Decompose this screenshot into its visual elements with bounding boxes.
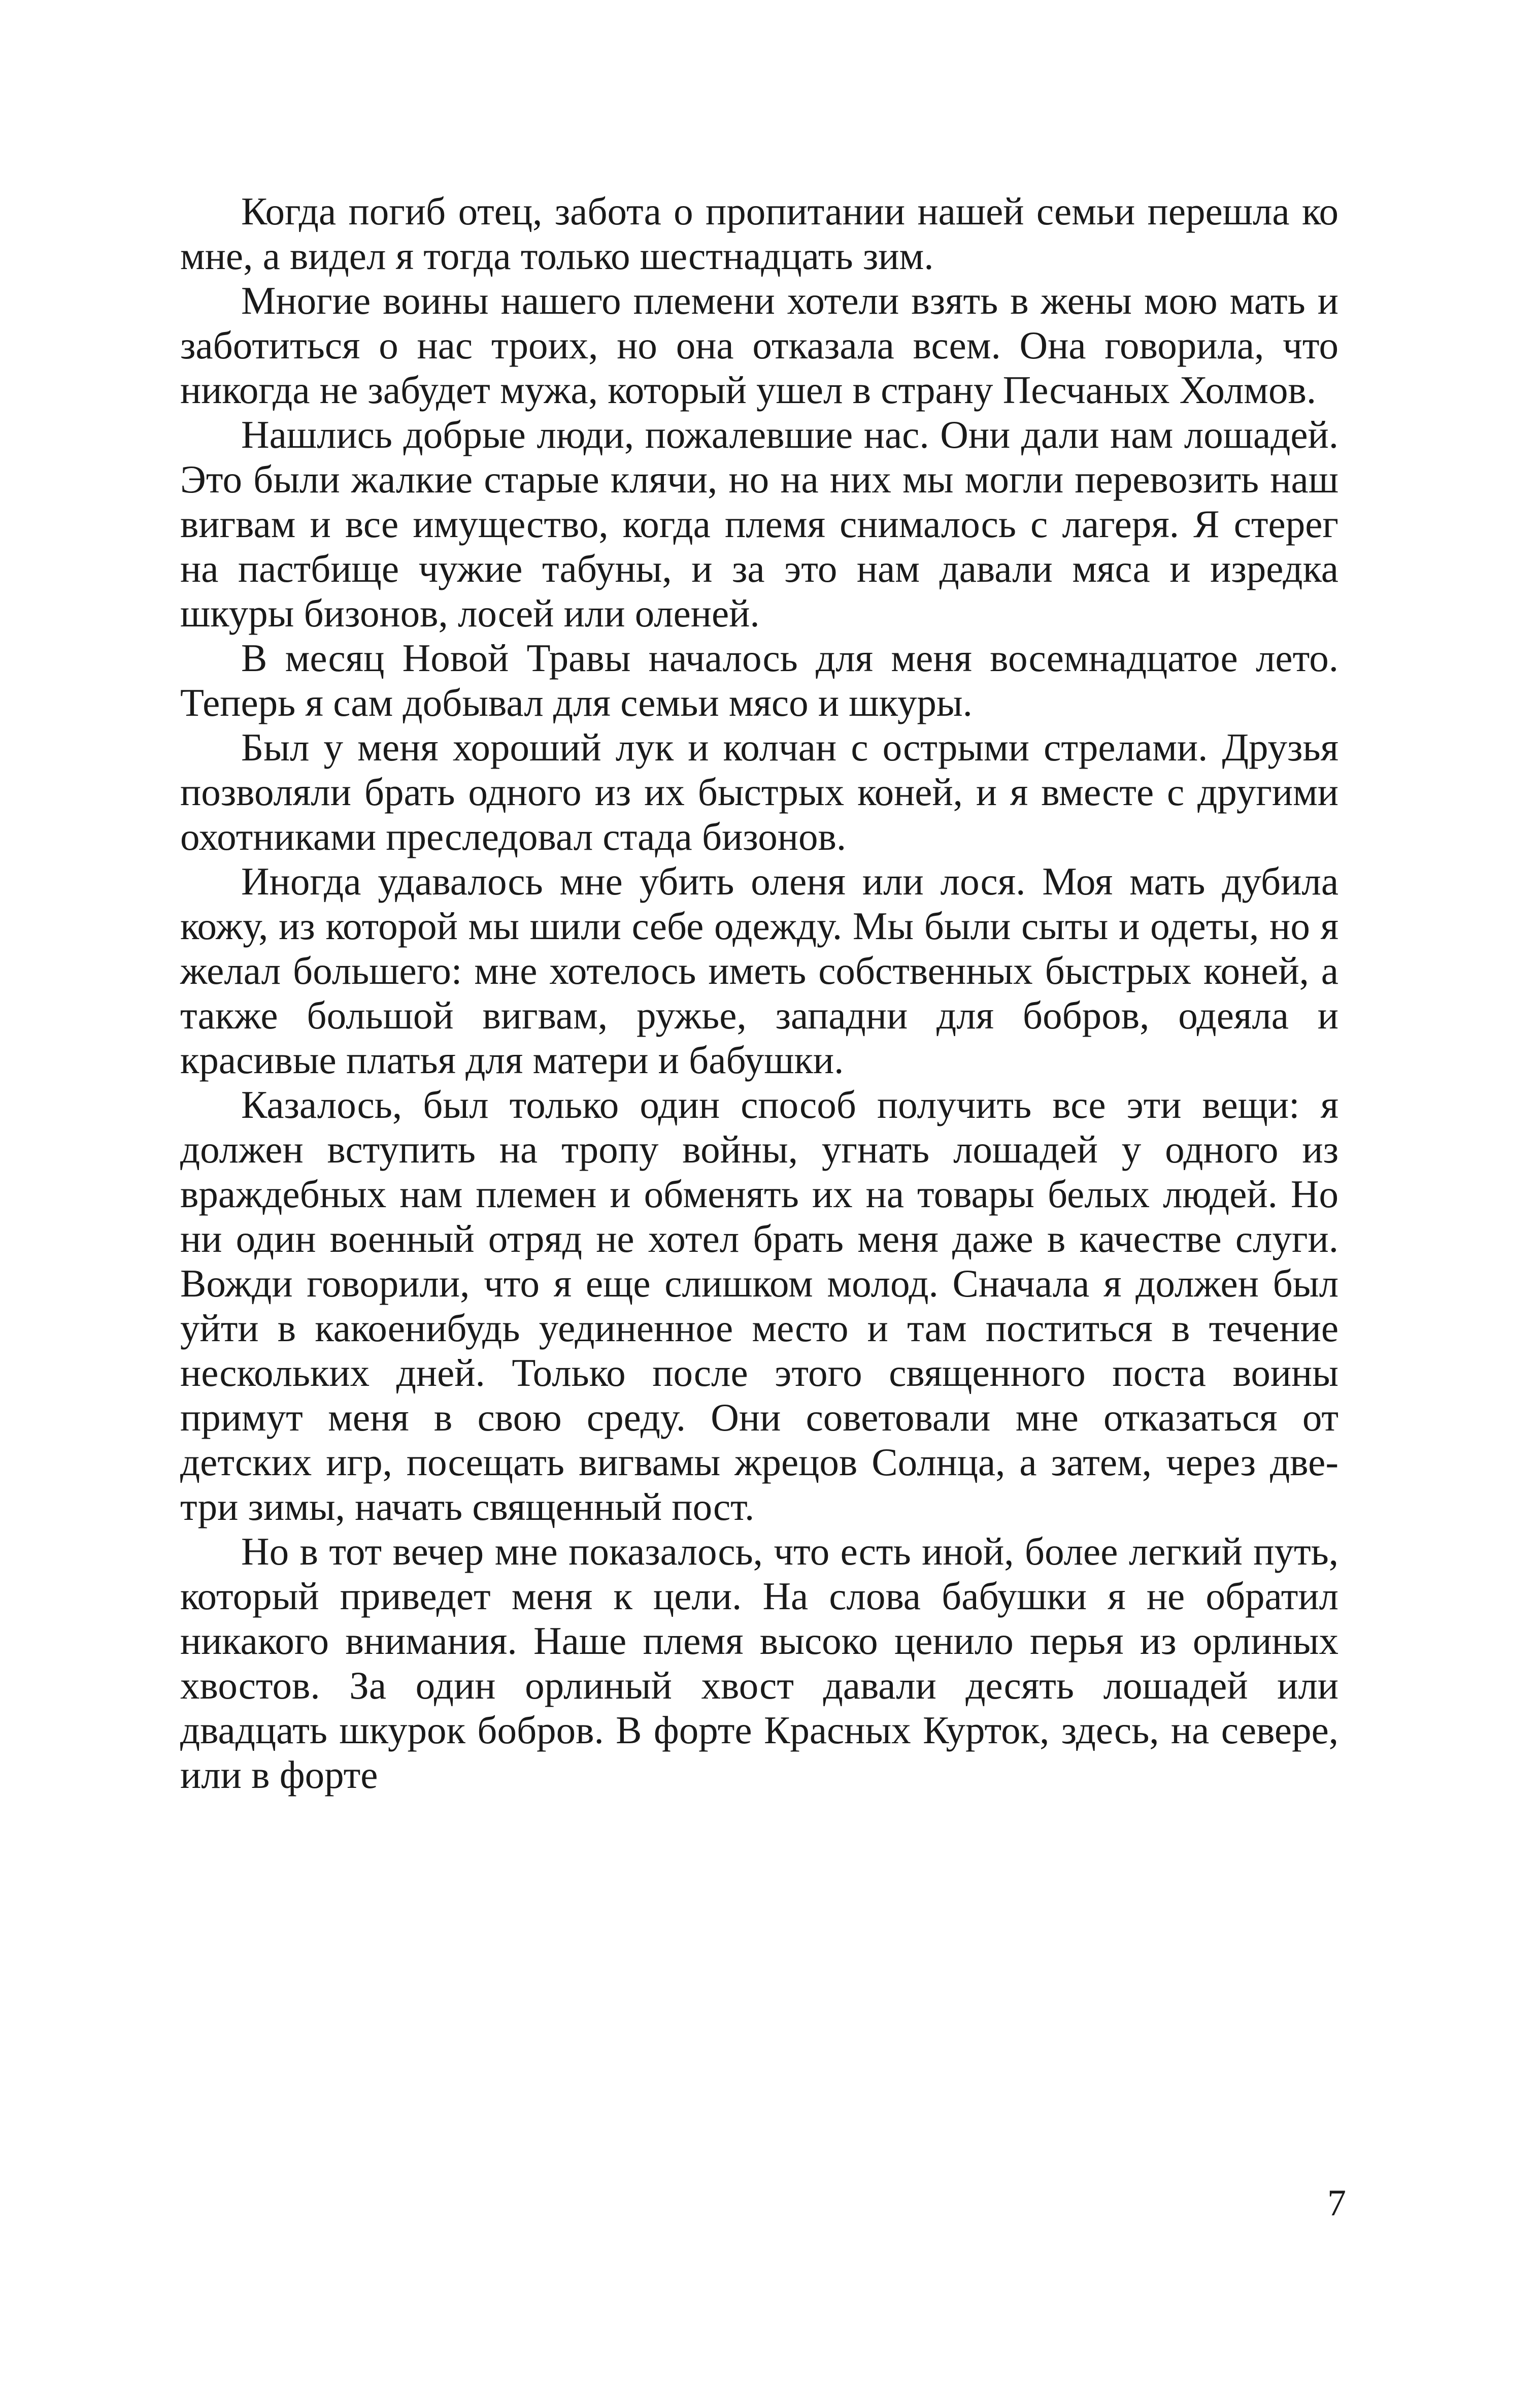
paragraph-3: Нашлись добрые люди, пожалевшие нас. Они дали нам лошадей. Это были жалкие старые клячи, но на них мы могли перевозить наш вигвам и все имущество, когда племя снималось с лагеря. Я стерег на пастбище чужие табуны, и за это нам давали мяса и изредка шкуры бизонов, лосей или оленей. [180, 413, 1338, 635]
paragraph-7: Казалось, был только один способ получить все эти вещи: я должен вступить на тропу войны, угнать лошадей у одного из враждебных нам племен и обменять их на товары белых людей. Но ни один военный отряд не хотел брать меня даже в качестве слуги. Вожди говорили, что я еще слишком молод. Сначала я должен был уйти в какоенибудь уединенное место и там поститься в течение нескольких дней. Только после этого священного поста воины примут меня в свою среду. Они советовали мне отказаться от детских игр, посещать вигвамы жрецов Солнца, а затем, через две-три зимы, начать священный пост. [180, 1083, 1338, 1528]
paragraph-4: В месяц Новой Травы началось для меня восемнадцатое лето. Теперь я сам добывал для семьи мясо и шкуры. [180, 636, 1338, 724]
paragraph-6: Иногда удавалось мне убить оленя или лося. Моя мать дубила кожу, из которой мы шили себе одежду. Мы были сыты и одеты, но я желал большего: мне хотелось иметь собственных быстрых коней, а также большой вигвам, ружье, западни для бобров, одеяла и красивые платья для матери и бабушки. [180, 859, 1338, 1082]
body-text [180, 189, 1338, 1797]
paragraph-1: Когда погиб отец, забота о пропитании нашей семьи перешла ко мне, а видел я тогда только шестнадцать зим. [180, 189, 1338, 278]
paragraph-8: Но в тот вечер мне показалось, что есть иной, более легкий путь, который приведет меня к цели. На слова бабушки я не обратил никакого внимания. Наше племя высоко ценило перья из орлиных хвостов. За один орлиный хвост давали десять лошадей или двадцать шкурок бобров. В форте Красных Курток, здесь, на севере, или в форте [180, 1530, 1338, 1797]
paragraph-2: Многие воины нашего племени хотели взять в жены мою мать и заботиться о нас троих, но она отказала всем. Она говорила, что никогда не забудет мужа, который ушел в страну Песчаных Холмов. [180, 279, 1338, 412]
paragraph-5: Был у меня хороший лук и колчан с острыми стрелами. Друзья позволяли брать одного из их быстрых коней, и я вместе с другими охотниками преследовал стада бизонов. [180, 725, 1338, 858]
page-number: 7 [1327, 2182, 1346, 2224]
